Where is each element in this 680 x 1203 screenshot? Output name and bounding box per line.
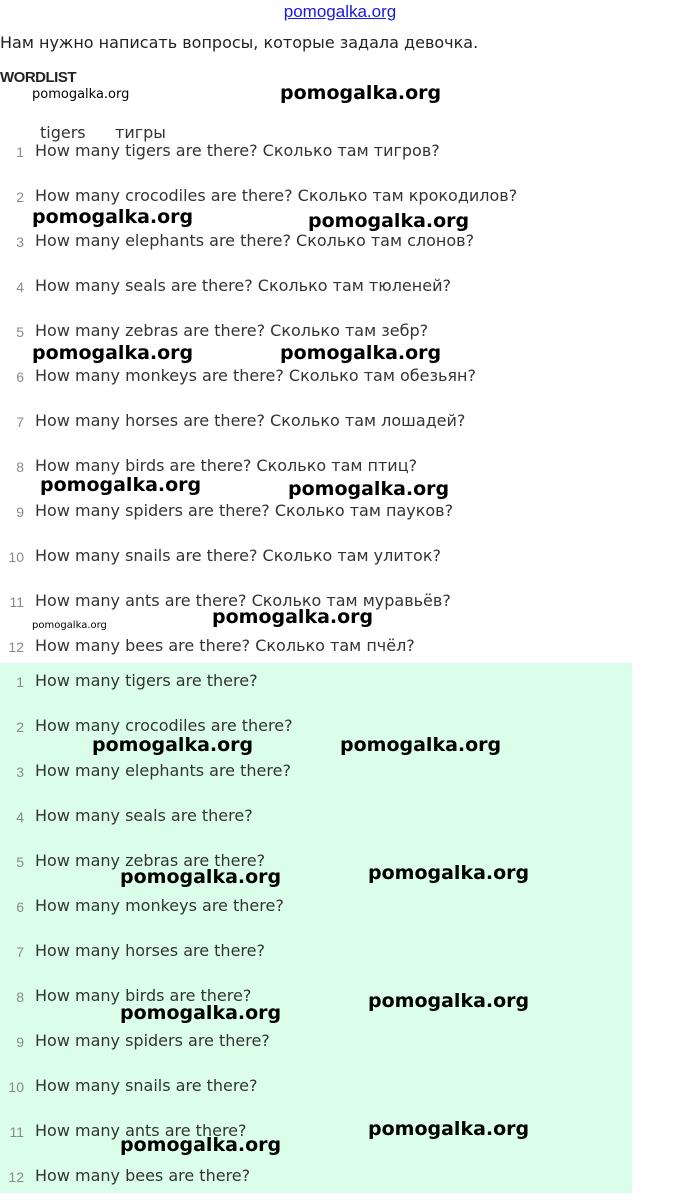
list-item <box>0 888 632 933</box>
wordlist-heading: WORDLIST <box>0 69 76 86</box>
item-text: How many seals are there? <box>35 806 253 825</box>
watermark: pomogalka.org <box>308 210 470 232</box>
item-text: How many monkeys are there? Сколько там обезьян? <box>35 366 477 385</box>
item-text: How many tigers are there? <box>35 671 258 690</box>
item-number: 12 <box>8 1169 24 1185</box>
list-item <box>0 663 632 708</box>
item-text: How many seals are there? Сколько там тюленей? <box>35 276 451 295</box>
item-text: How many spiders are there? Сколько там пауков? <box>35 501 454 520</box>
list-item <box>0 1068 632 1113</box>
item-number: 12 <box>8 639 24 655</box>
item-number: 9 <box>16 504 24 520</box>
item-number: 1 <box>16 144 24 160</box>
item-text: How many elephants are there? <box>35 761 291 780</box>
item-text: How many bees are there? Сколько там пчёл? <box>35 636 415 655</box>
watermark: pomogalka.org <box>32 87 130 102</box>
list-item <box>0 798 632 843</box>
item-number: 8 <box>16 989 24 1005</box>
watermark: pomogalka.org <box>368 1118 530 1140</box>
item-text: How many tigers are there? Сколько там тигров? <box>35 141 440 160</box>
item-text: How many birds are there? Сколько там птиц? <box>35 456 418 475</box>
watermark: pomogalka.org <box>280 82 442 104</box>
item-number: 8 <box>16 459 24 475</box>
item-number: 3 <box>16 764 24 780</box>
watermark: pomogalka.org <box>92 734 254 756</box>
item-text: How many horses are there? <box>35 941 265 960</box>
item-text: How many monkeys are there? <box>35 896 284 915</box>
watermark: pomogalka.org <box>120 1134 282 1156</box>
item-number: 5 <box>16 324 24 340</box>
item-number: 4 <box>16 279 24 295</box>
list-item <box>0 1158 632 1203</box>
item-number: 6 <box>16 369 24 385</box>
site-link[interactable]: pomogalka.org <box>283 2 397 21</box>
item-text: How many spiders are there? <box>35 1031 270 1050</box>
item-number: 10 <box>8 549 24 565</box>
task-instruction: Нам нужно написать вопросы, которые задала девочка. <box>0 33 479 52</box>
item-number: 6 <box>16 899 24 915</box>
item-text: How many snails are there? Сколько там улиток? <box>35 546 441 565</box>
item-text: How many elephants are there? Сколько там слонов? <box>35 231 475 250</box>
list-item <box>0 978 632 1023</box>
item-text: How many bees are there? <box>35 1166 251 1185</box>
item-number: 7 <box>16 414 24 430</box>
item-number: 1 <box>16 674 24 690</box>
watermark: pomogalka.org <box>32 342 194 364</box>
wordlist-cut-english: tigers <box>40 123 86 142</box>
item-number: 3 <box>16 234 24 250</box>
watermark: pomogalka.org <box>120 866 282 888</box>
item-text: How many zebras are there? <box>35 851 266 870</box>
item-number: 4 <box>16 809 24 825</box>
item-text: How many birds are there? <box>35 986 252 1005</box>
watermark: pomogalka.org <box>32 206 194 228</box>
watermark: pomogalka.org <box>120 1002 282 1024</box>
wordlist-cut-row <box>0 119 680 142</box>
item-number: 11 <box>9 594 24 610</box>
watermark: pomogalka.org <box>212 606 374 628</box>
item-text: How many ants are there? Сколько там муравьёв? <box>35 591 451 610</box>
item-number: 2 <box>16 189 24 205</box>
item-number: 11 <box>9 1124 24 1140</box>
list-item <box>0 753 632 798</box>
item-text: How many horses are there? Сколько там лошадей? <box>35 411 466 430</box>
watermark: pomogalka.org <box>40 474 202 496</box>
watermark: pomogalka.org <box>280 342 442 364</box>
item-text: How many crocodiles are there? Сколько там крокодилов? <box>35 186 518 205</box>
wordlist-cut-russian: тигры <box>115 123 166 142</box>
item-text: How many zebras are there? Сколько там зебр? <box>35 321 429 340</box>
item-number: 5 <box>16 854 24 870</box>
item-number: 2 <box>16 719 24 735</box>
watermark: pomogalka.org <box>288 478 450 500</box>
list-item <box>0 1113 632 1158</box>
list-item <box>0 933 632 978</box>
item-text: How many snails are there? <box>35 1076 258 1095</box>
watermark: pomogalka.org <box>368 990 530 1012</box>
list-item <box>0 843 632 888</box>
list-item <box>0 1023 632 1068</box>
item-number: 7 <box>16 944 24 960</box>
watermark: pomogalka.org <box>368 862 530 884</box>
item-number: 10 <box>8 1079 24 1095</box>
watermark: pomogalka.org <box>32 620 107 631</box>
item-number: 9 <box>16 1034 24 1050</box>
item-text: How many ants are there? <box>35 1121 247 1140</box>
item-text: How many crocodiles are there? <box>35 716 293 735</box>
watermark: pomogalka.org <box>340 734 502 756</box>
